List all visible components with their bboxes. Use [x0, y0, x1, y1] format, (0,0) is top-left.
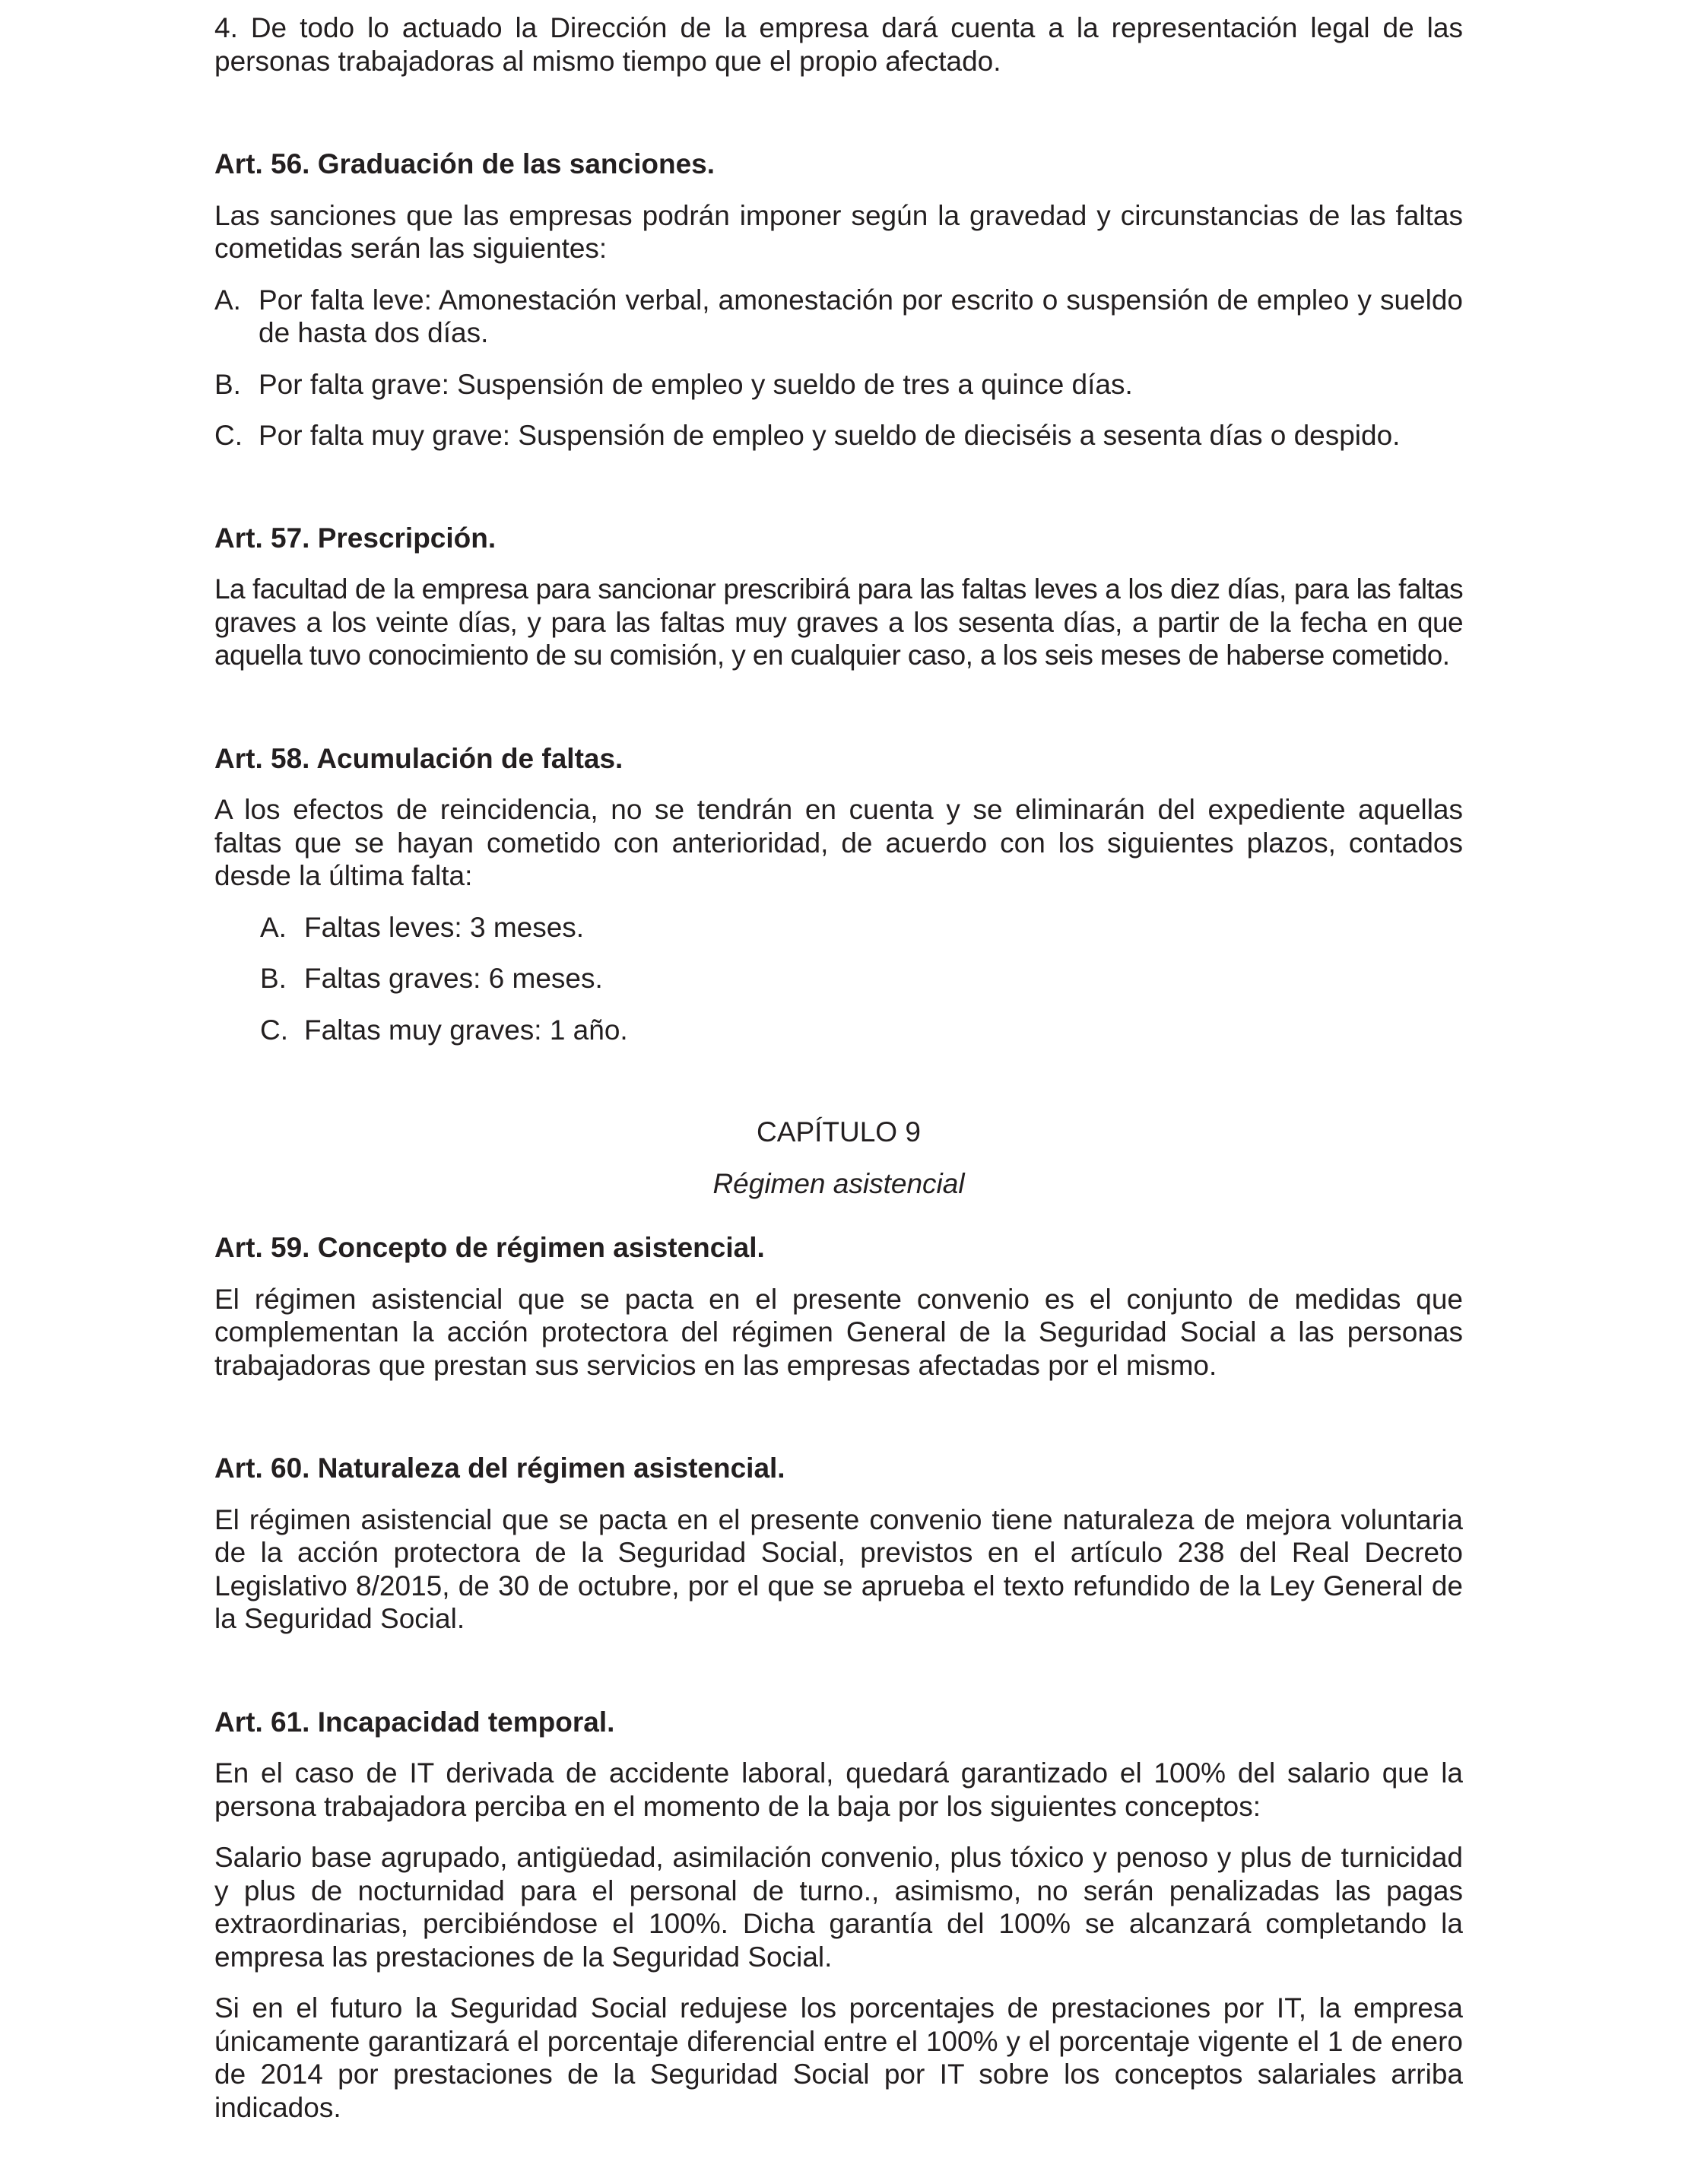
- chapter-title: Régimen asistencial: [712, 1167, 965, 1199]
- art59-body: El régimen asistencial que se pacta en el presente convenio es el conjunto de medidas que complementan la acción protectora del régimen General de la Seguridad Social a las personas trabajadoras que prestan sus servicios en las empresas afectadas por el mismo.: [214, 1283, 1463, 1381]
- art61-title: Art. 61. Incapacidad temporal.: [214, 1706, 615, 1738]
- art60-body: El régimen asistencial que se pacta en el presente convenio tiene naturaleza de mejora voluntaria de la acción protectora de la Seguridad Social, previstos en el artículo 238 del Real Decreto Legislativo 8/2015, de 30 de octubre, por el que se aprueba el texto refundido de la Ley General de la Seguridad Social.: [214, 1503, 1463, 1634]
- art56-intro: Las sanciones que las empresas podrán imponer según la gravedad y circunstancias de las faltas cometidas serán las siguientes:: [214, 199, 1463, 264]
- art60-title: Art. 60. Naturaleza del régimen asistencial.: [214, 1452, 785, 1484]
- art58-item-a: [214, 911, 1463, 944]
- list-marker: A.: [260, 911, 287, 943]
- art57-title: Art. 57. Prescripción.: [214, 522, 497, 554]
- list-marker: A.: [214, 284, 241, 316]
- intro-item-4: 4. De todo lo actuado la Dirección de la empresa dará cuenta a la representación legal de las personas trabajadoras al mismo tiempo que el propio afectado.: [214, 12, 1463, 77]
- art59-title: Art. 59. Concepto de régimen asistencial.: [214, 1232, 765, 1263]
- document-page: [214, 0, 1463, 2124]
- art61-p3: Si en el futuro la Seguridad Social redujese los porcentajes de prestaciones por IT, la empresa únicamente garantizará el porcentaje diferencial entre el 100% y el porcentaje vigente el 1 de enero de 2014 por prestaciones de la Seguridad Social por IT sobre los conceptos salariales arriba indicados.: [214, 1992, 1463, 2123]
- list-marker: B.: [214, 368, 241, 400]
- art58-item-b: [214, 962, 1463, 995]
- art56-item-b: [214, 368, 1463, 402]
- list-text: Por falta grave: Suspensión de empleo y sueldo de tres a quince días.: [259, 368, 1133, 400]
- list-marker: C.: [260, 1014, 288, 1046]
- art57-body: La facultad de la empresa para sancionar prescribirá para las faltas leves a los diez días, para las faltas graves a los veinte días, y para las faltas muy graves a los sesenta días, a partir de la fecha en que aquella tuvo conocimiento de su comisión, y en cualquier caso, a los seis meses de haberse cometido.: [214, 573, 1463, 671]
- art58-title: Art. 58. Acumulación de faltas.: [214, 742, 623, 774]
- chapter-number: CAPÍTULO 9: [757, 1116, 921, 1148]
- list-marker: C.: [214, 420, 243, 451]
- art56-item-c: [214, 419, 1463, 452]
- art58-item-c: [214, 1014, 1463, 1047]
- art61-p2: Salario base agrupado, antigüedad, asimilación convenio, plus tóxico y penoso y plus de turnicidad y plus de nocturnidad para el personal de turno., asimismo, no serán penalizadas las pagas extraordinarias, percibiéndose el 100%. Dicha garantía del 100% se alcanzará completando la empresa las prestaciones de la Seguridad Social.: [214, 1842, 1463, 1973]
- list-text: Faltas leves: 3 meses.: [304, 911, 585, 943]
- art58-intro: A los efectos de reincidencia, no se tendrán en cuenta y se eliminarán del expediente aquellas faltas que se hayan cometido con anterioridad, de acuerdo con los siguientes plazos, contados desde la última falta:: [214, 794, 1463, 891]
- art61-p1: En el caso de IT derivada de accidente laboral, quedará garantizado el 100% del salario que la persona trabajadora perciba en el momento de la baja por los siguientes conceptos:: [214, 1757, 1463, 1822]
- list-text: Faltas graves: 6 meses.: [304, 963, 603, 994]
- list-text: Faltas muy graves: 1 año.: [304, 1014, 628, 1046]
- art56-title: Art. 56. Graduación de las sanciones.: [214, 148, 715, 179]
- list-marker: B.: [260, 963, 287, 994]
- list-text: Por falta muy grave: Suspensión de empleo y sueldo de dieciséis a sesenta días o despido.: [259, 420, 1401, 451]
- list-text: Por falta leve: Amonestación verbal, amonestación por escrito o suspensión de empleo y sueldo de hasta dos días.: [259, 284, 1463, 348]
- art56-item-a: [214, 284, 1463, 350]
